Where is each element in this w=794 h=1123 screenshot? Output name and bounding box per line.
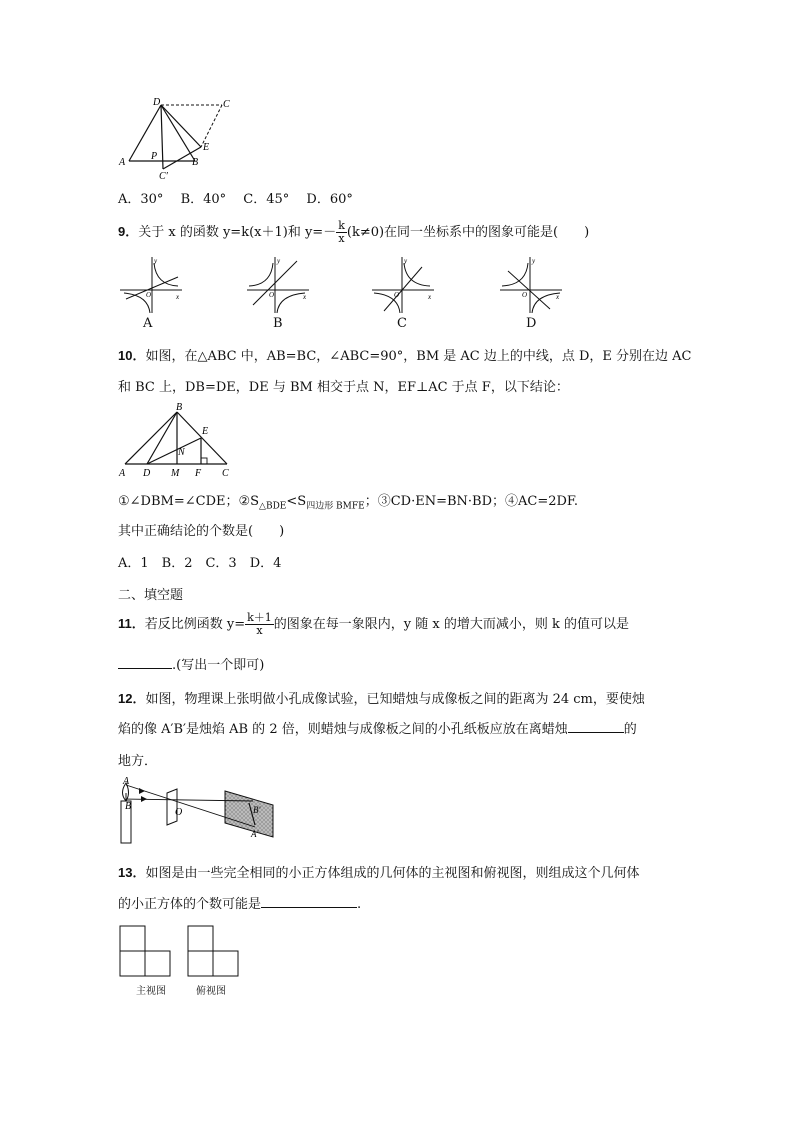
q10-label-b: B xyxy=(176,402,183,413)
q13-line2-pre: 的小正方体的个数可能是 xyxy=(118,897,262,912)
q9-frac-den: x xyxy=(338,232,345,245)
q10-concl-lt: <S xyxy=(286,494,307,509)
q11-line2-text: .(写出一个即可) xyxy=(172,658,265,673)
q11-fraction xyxy=(245,612,274,637)
q9-label-b: B xyxy=(273,316,283,331)
q10-figure xyxy=(115,398,240,478)
q13-top-view xyxy=(186,924,246,978)
q12-line1 xyxy=(118,688,645,707)
q9-number: 9． xyxy=(118,224,139,239)
q10-label-n: N xyxy=(178,447,185,458)
q12-line2-pre: 焰的像 A′B′是烛焰 AB 的 2 倍，则蜡烛与成像板之间的小孔纸板应放在离蜡烛 xyxy=(118,722,568,737)
q9-d-o: O xyxy=(522,291,528,299)
q9-c-o: O xyxy=(394,291,400,299)
q9-label-a: A xyxy=(143,316,153,331)
q10-line1-text: 如图，在△ABC 中，AB=BC，∠ABC=90°，BM 是 AC 边上的中线，点 D，E 分别在边 AC xyxy=(145,349,692,364)
q10-label-e: E xyxy=(202,426,209,437)
q10-ask: 其中正确结论的个数是( ) xyxy=(118,524,285,539)
q10-concl-sub1: △BDE xyxy=(259,501,287,512)
q9-b-y: y xyxy=(277,257,281,265)
q11-stem-pre: 若反比例函数 y= xyxy=(144,617,246,632)
q12-answer-blank[interactable] xyxy=(568,720,624,733)
q9-label-d: D xyxy=(526,316,537,331)
q9-stem-pre: 关于 x 的函数 y=k(x＋1)和 y=－ xyxy=(138,225,337,240)
q12-line3: 地方． xyxy=(118,754,158,769)
q9-graph-c xyxy=(370,255,440,315)
q12-line1-text: 如图，物理课上张明做小孔成像试验，已知蜡烛与成像板之间的距离为 24 cm，要使烛 xyxy=(145,692,645,707)
q10-concl-a: ①∠DBM=∠CDE；②S xyxy=(118,494,260,509)
q12-line2-post: 的 xyxy=(623,722,637,737)
q10-label-c: C xyxy=(222,468,229,478)
q10-conclusions xyxy=(118,490,578,512)
q12-label-aprime: A′ xyxy=(251,829,259,839)
q13-line1 xyxy=(118,862,639,881)
q11-stem xyxy=(118,612,629,637)
q8-label-d: D xyxy=(153,97,161,108)
q9-c-y: y xyxy=(404,257,408,265)
q9-a-x: x xyxy=(176,293,180,301)
q8-label-a: A xyxy=(119,157,126,168)
q10-label-a: A xyxy=(119,468,126,478)
q8-figure xyxy=(115,95,245,180)
q8-label-e: E xyxy=(203,142,210,153)
q9-b-o: O xyxy=(269,291,275,299)
q13-line2-post: . xyxy=(357,897,362,912)
q9-a-o: O xyxy=(146,291,152,299)
q11-stem-post: 的图象在每一象限内，y 随 x 的增大而减小，则 k 的值可以是 xyxy=(273,617,630,632)
q10-label-m: M xyxy=(171,468,180,478)
q9-graph-d xyxy=(498,255,568,315)
q10-line2: 和 BC 上，DB=DE，DE 与 BM 相交于点 N，EF⊥AC 于点 F，以下结论： xyxy=(118,380,569,395)
q12-label-bprime: B′ xyxy=(253,805,261,815)
q13-answer-blank[interactable] xyxy=(261,895,357,908)
q8-label-b: B xyxy=(192,157,199,168)
q10-concl-sub2: 四边形 BMFE xyxy=(306,501,365,512)
q13-number: 13． xyxy=(118,865,146,880)
q9-graph-a xyxy=(118,255,188,315)
q8-options: A．30° B．40° C．45° D．60° xyxy=(118,192,353,207)
q13-front-view xyxy=(118,924,174,978)
section-title: 二、填空题 xyxy=(118,588,184,603)
q10-label-f: F xyxy=(195,468,202,478)
q11-answer-blank[interactable] xyxy=(118,656,172,669)
q12-figure xyxy=(115,775,280,845)
q10-options: A．1 B．2 C．3 D．4 xyxy=(118,556,282,571)
q12-label-b: B xyxy=(125,801,132,812)
q12-label-a: A xyxy=(123,776,130,787)
q9-d-y: y xyxy=(532,257,536,265)
q11-frac-den: x xyxy=(256,624,263,637)
q10-line1 xyxy=(118,345,692,364)
q9-graph-b xyxy=(245,255,315,315)
q10-number: 10． xyxy=(118,348,146,363)
q12-line2 xyxy=(118,718,637,737)
q10-label-d: D xyxy=(143,468,151,478)
q8-label-c: C xyxy=(223,99,230,110)
q9-label-c: C xyxy=(397,316,407,331)
q8-label-cprime: C′ xyxy=(159,171,168,180)
q9-c-x: x xyxy=(428,293,432,301)
q9-stem xyxy=(118,220,589,245)
q12-label-o: O xyxy=(175,807,183,818)
q11-number: 11． xyxy=(118,616,145,631)
q9-frac-num: k xyxy=(338,219,345,232)
q9-fraction xyxy=(336,220,347,245)
q13-line2 xyxy=(118,893,361,912)
q12-number: 12． xyxy=(118,691,146,706)
q9-b-x: x xyxy=(303,293,307,301)
q10-concl-b: ；③CD·EN=BN·BD；④AC=2DF. xyxy=(364,494,579,509)
q11-frac-num: k＋1 xyxy=(247,611,272,624)
q11-line2 xyxy=(118,654,264,673)
q9-d-x: x xyxy=(556,293,560,301)
q9-a-y: y xyxy=(154,257,158,265)
q8-label-p: P xyxy=(151,151,158,162)
q13-line1-text: 如图是由一些完全相同的小正方体组成的几何体的主视图和俯视图，则组成这个几何体 xyxy=(145,866,640,881)
q9-stem-post: (k≠0)在同一坐标系中的图象可能是( ) xyxy=(346,225,590,240)
q13-label-top: 俯视图 xyxy=(196,986,226,997)
q13-label-front: 主视图 xyxy=(136,986,166,997)
